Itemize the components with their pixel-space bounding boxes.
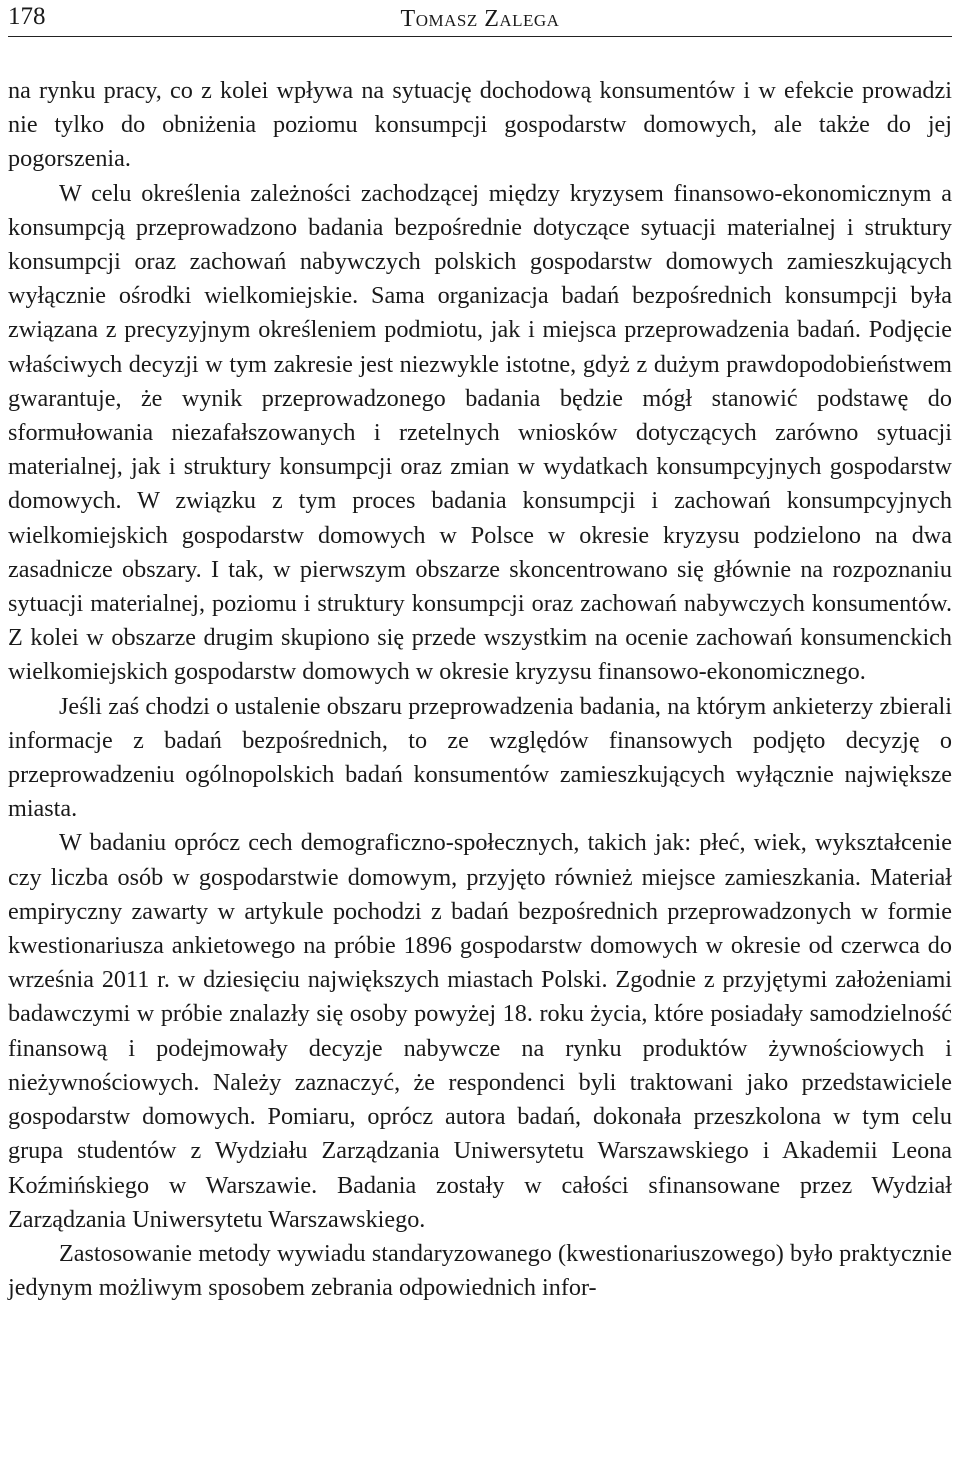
page-number: 178 — [8, 3, 46, 30]
paragraph: na rynku pracy, co z kolei wpływa na sytuację dochodową konsumentów i w efekcie prowadzi nie tylko do obniżenia poziomu konsumpcji gospodarstw domowych, ale także do jej pogorszenia. — [8, 77, 952, 173]
running-header-author: Tomasz Zalega — [400, 6, 560, 32]
paragraph: W celu określenia zależności zachodzącej między kryzysem finansowo-ekonomicznym a konsumpcją przeprowadzono badania bezpośrednie dotyczące sytuacji materialnej i struktury konsumpcji oraz zachowań nabywczych polskich gospodarstw domowych zamieszkujących wyłącznie ośrodki wielkomiejskie. Sama organizacja badań bezpośrednich konsumpcji była związana z precyzyjnym określeniem podmiotu, jak i miejsca przeprowadzenia badań. Podjęcie właściwych decyzji w tym zakresie jest niezwykle istotne, gdyż z dużym prawdopodobieństwem gwarantuje, że wynik przeprowadzonego badania będzie mógł stanowić podstawę do sformułowania niezafałszowanych i rzetelnych wniosków dotyczących zarówno sytuacji materialnej, jak i struktury konsumpcji oraz zmian w wydatkach konsumpcyjnych gospodarstw domowych. W związku z tym proces badania konsumpcji i zachowań konsumpcyjnych wielkomiejskich gospodarstw domowych w Polsce w okresie kryzysu podzielono na dwa zasadnicze obszary. I tak, w pierwszym obszarze skoncentrowano się głównie na rozpoznaniu sytuacji materialnej, poziomu i struktury konsumpcji oraz zachowań nabywczych konsumentów. Z kolei w obszarze drugim skupiono się przede wszystkim na ocenie zachowań konsumenckich wielkomiejskich gospodarstw domowych w okresie kryzysu finansowo-ekonomicznego. — [8, 179, 952, 686]
body-text — [8, 74, 952, 1305]
paragraph: Zastosowanie metody wywiadu standaryzowanego (kwestionariuszowego) było praktycznie jedynym możliwym sposobem zebrania odpowiednich infor- — [8, 1239, 952, 1302]
running-header — [8, 0, 952, 37]
paragraph: Jeśli zaś chodzi o ustalenie obszaru przeprowadzenia badania, na którym ankieterzy zbierali informacje z badań bezpośrednich, to ze względów finansowych podjęto decyzję o przeprowadzeniu ogólnopolskich badań konsumentów zamieszkujących wyłącznie największe miasta. — [8, 692, 952, 823]
paragraph: W badaniu oprócz cech demograficzno-społecznych, takich jak: płeć, wiek, wykształcenie czy liczba osób w gospodarstwie domowym, przyjęto również miejsce zamieszkania. Materiał empiryczny zawarty w artykule pochodzi z badań bezpośrednich przeprowadzonych w formie kwestionariusza ankietowego na próbie 1896 gospodarstw domowych w okresie od czerwca do września 2011 r. w dziesięciu największych miastach Polski. Zgodnie z przyjętymi założeniami badawczymi w próbie znalazły się osoby powyżej 18. roku życia, które posiadały samodzielność finansową i podejmowały decyzje nabywcze na rynku produktów żywnościowych i nieżywnościowych. Należy zaznaczyć, że respondenci byli traktowani jako przedstawiciele gospodarstw domowych. Pomiaru, oprócz autora badań, dokonała przeszkolona w tym celu grupa studentów z Wydziału Zarządzania Uniwersytetu Warszawskiego i Akademii Leona Koźmińskiego w Warszawie. Badania zostały w całości sfinansowane przez Wydział Zarządzania Uniwersytetu Warszawskiego. — [8, 829, 952, 1233]
